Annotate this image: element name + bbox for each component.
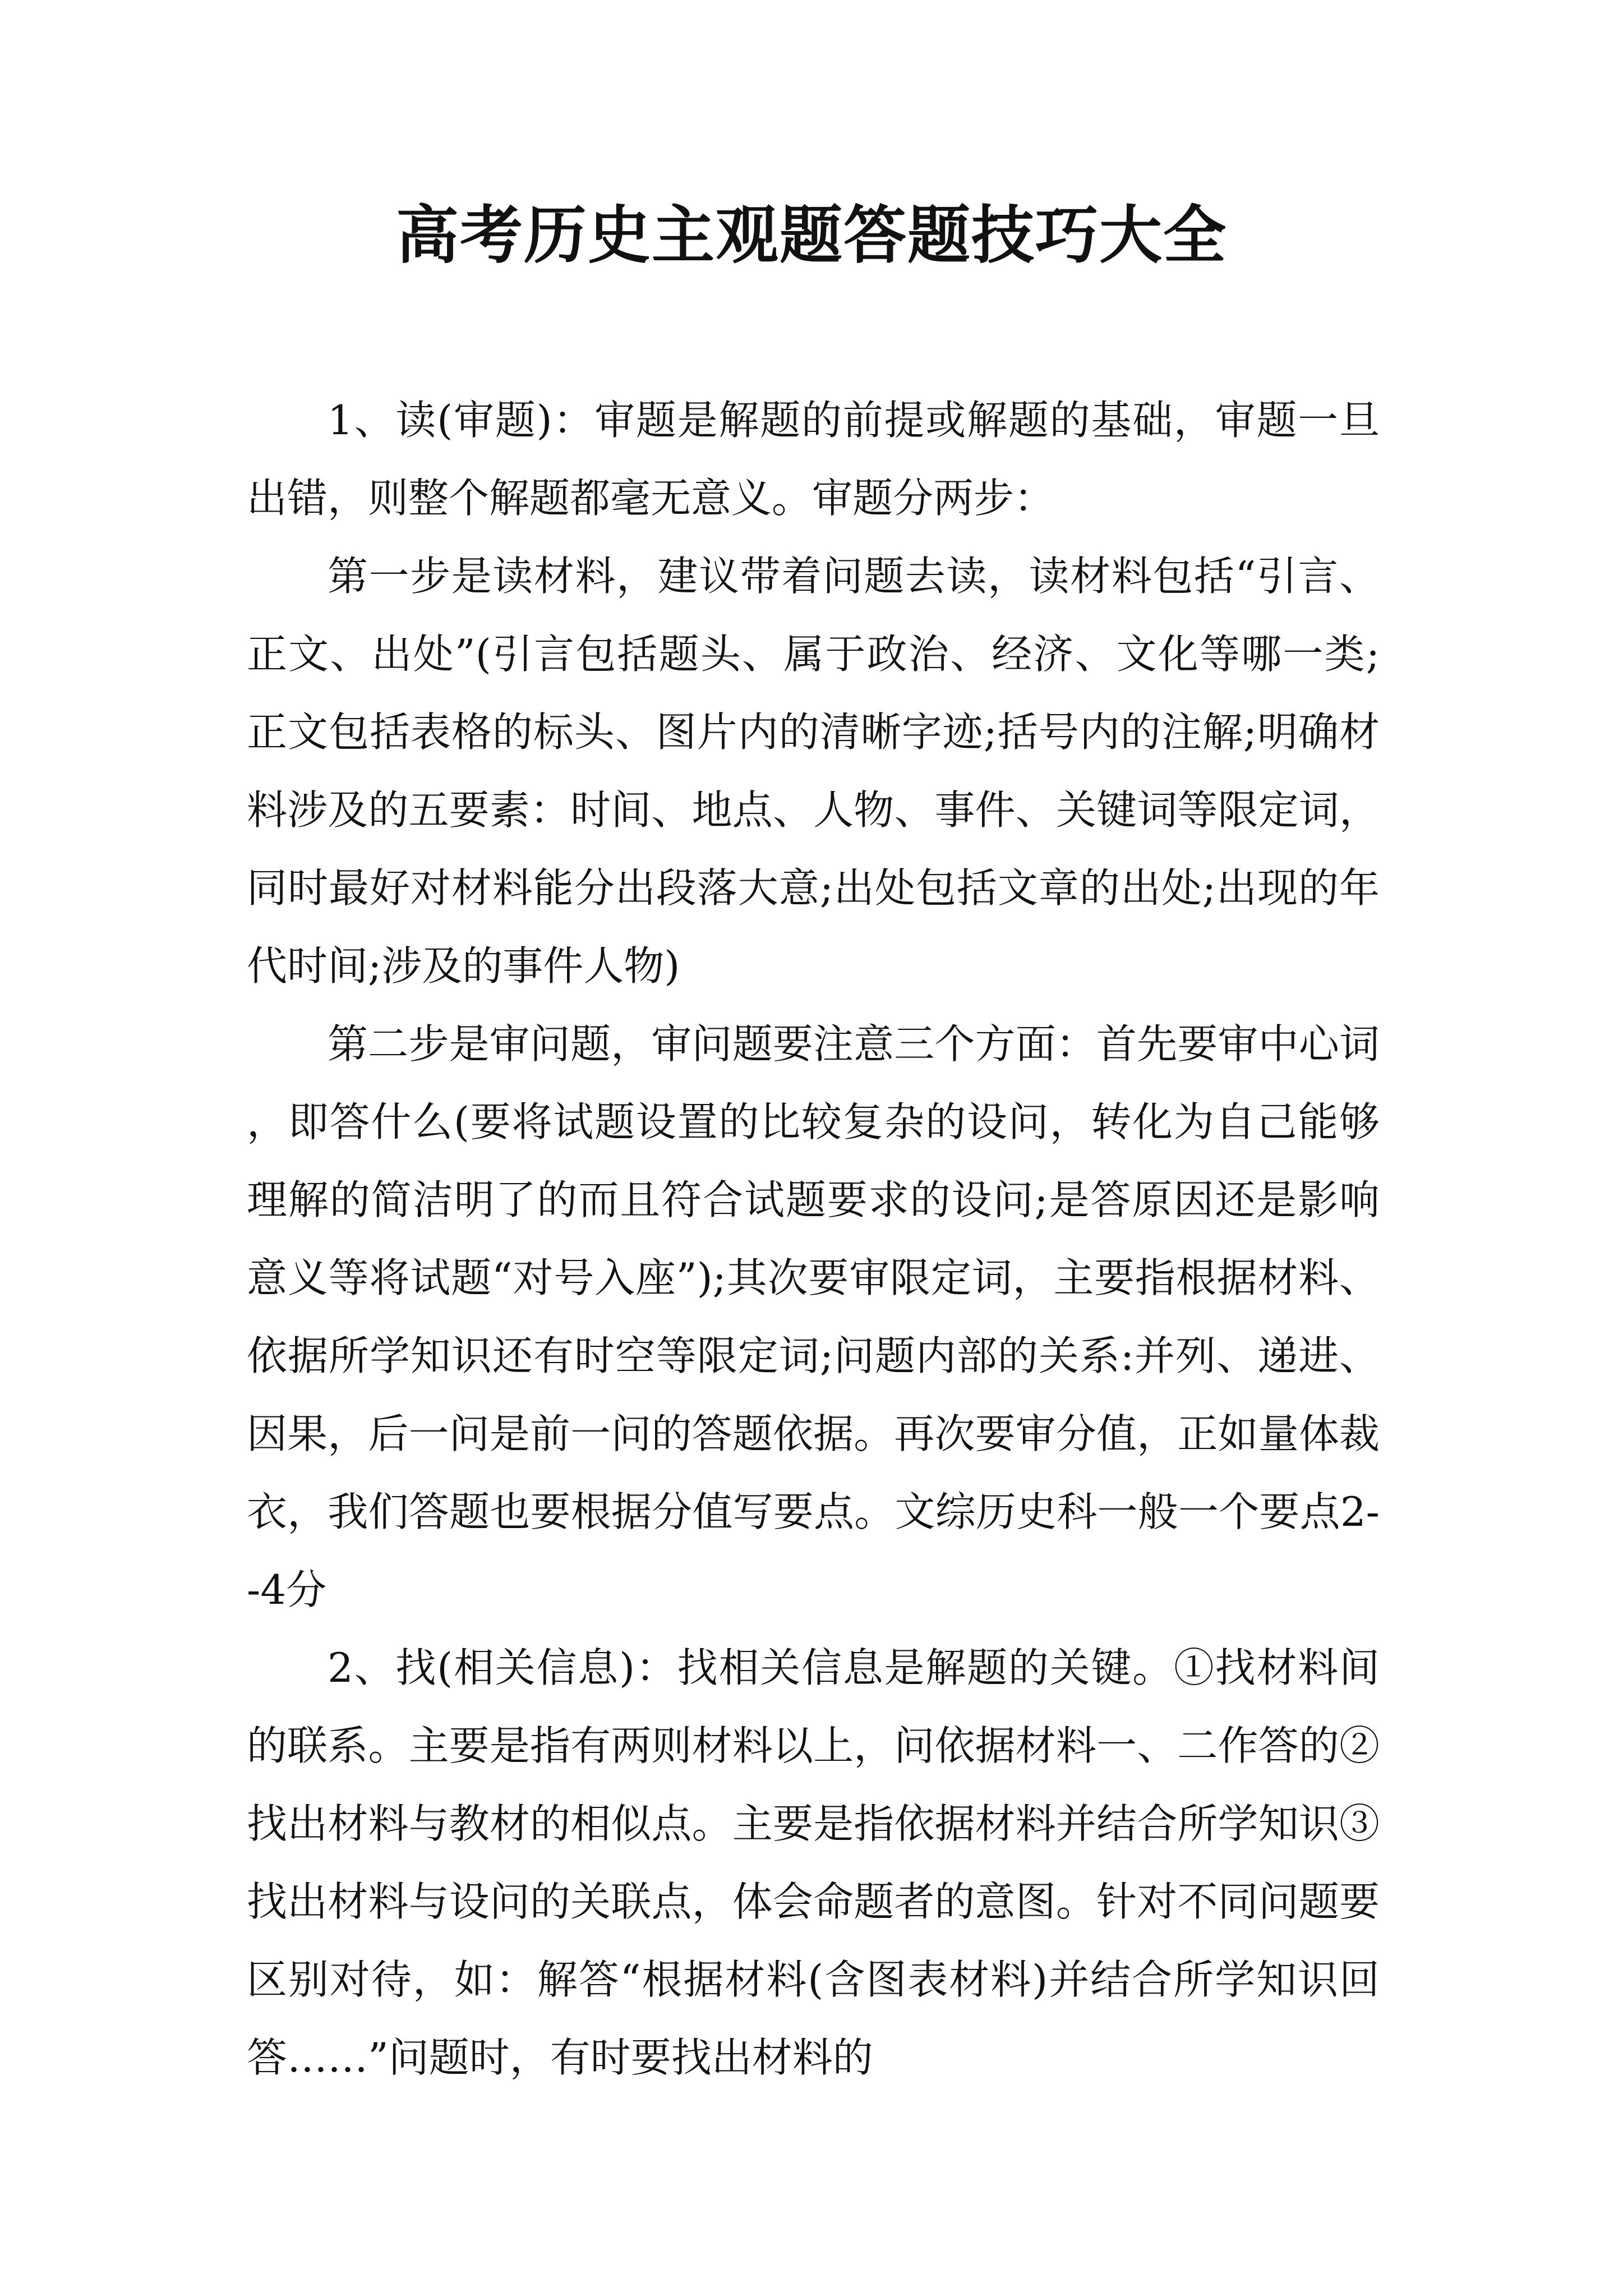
paragraph-find-information: 2、找(相关信息)：找相关信息是解题的关键。①找材料间的联系。主要是指有两则材料以上，问依据材料一、二作答的②找出材料与教材的相似点。主要是指依据材料并结合所学知识③找出材料与设问的关联点，体会命题者的意图。针对不同问题要区别对待，如：解答“根据材料(含图表材料)并结合所学知识回答……”问题时，有时要找出材料的	[247, 1644, 1380, 2081]
paragraph-read-materials: 第一步是读材料，建议带着问题去读，读材料包括“引言、正文、出处”(引言包括题头、属于政治、经济、文化等哪一类;正文包括表格的标头、图片内的清晰字迹;括号内的注解;明确材料涉及的五要素：时间、地点、人物、事件、关键词等限定词，同时最好对材料能分出段落大意;出处包括文章的出处;出现的年代时间;涉及的事件人物)	[247, 553, 1380, 990]
document-body	[247, 381, 1380, 2097]
paragraph-reading-step: 1、读(审题)：审题是解题的前提或解题的基础，审题一旦出错，则整个解题都毫无意义。审题分两步：	[247, 397, 1380, 522]
document-title: 高考历史主观题答题技巧大全	[396, 199, 1227, 272]
paragraph-review-questions: 第二步是审问题，审问题要注意三个方面：首先要审中心词，即答什么(要将试题设置的比较复杂的设问，转化为自己能够理解的简洁明了的而且符合试题要求的设问;是答原因还是影响意义等将试题“对号入座”);其次要审限定词，主要指根据材料、依据所学知识还有时空等限定词;问题内部的关系:并列、递进、因果，后一问是前一问的答题依据。再次要审分值，正如量体裁衣，我们答题也要根据分值写要点。文综历史科一般一个要点2--4分	[247, 1020, 1380, 1613]
